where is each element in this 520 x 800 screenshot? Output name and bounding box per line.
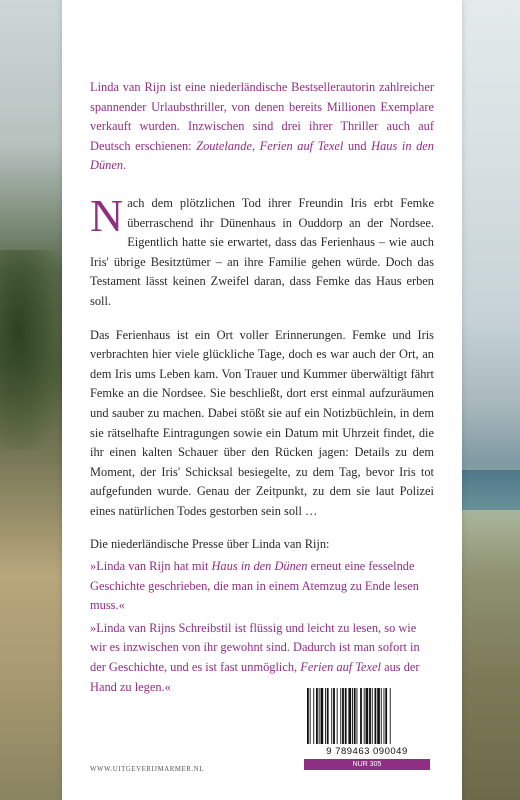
barcode-bar bbox=[325, 688, 326, 744]
author-intro bbox=[90, 78, 434, 176]
barcode-bar bbox=[345, 688, 347, 744]
quote-book-title: Ferien auf Texel bbox=[300, 660, 382, 675]
period: . bbox=[123, 158, 127, 173]
barcode-bar bbox=[307, 688, 309, 744]
quote-book-title: Haus in den Dünen bbox=[211, 559, 308, 574]
barcode-bar bbox=[375, 688, 377, 744]
barcode-bar bbox=[310, 688, 311, 744]
barcode-block bbox=[300, 686, 434, 770]
barcode-bar bbox=[337, 688, 338, 744]
barcode-bar bbox=[333, 688, 335, 744]
barcode-bar bbox=[327, 688, 329, 744]
barcode-bar bbox=[321, 688, 324, 744]
synopsis-paragraph-1 bbox=[90, 189, 434, 312]
back-cover-content bbox=[90, 78, 434, 697]
nur-code: NUR 305 bbox=[304, 759, 430, 770]
isbn-number: 9 789463 090049 bbox=[326, 746, 408, 757]
publisher-website: WWW.UITGEVERIJMARMER.NL bbox=[90, 766, 204, 773]
book-title-texel: Ferien auf Texel bbox=[259, 138, 344, 153]
barcode-bar bbox=[316, 688, 318, 744]
quote-text: »Linda van Rijn hat mit bbox=[90, 559, 212, 574]
barcode-bar bbox=[384, 688, 385, 744]
barcode-bar bbox=[381, 688, 382, 744]
barcode-graphic bbox=[304, 688, 430, 744]
barcode-bar bbox=[360, 688, 362, 744]
barcode-bar bbox=[313, 688, 314, 744]
back-cover-text-panel bbox=[62, 0, 462, 800]
author-intro-text: Linda van Rijn ist eine niederländische Bestsellerautorin zahlreicher spannender Urlaubsthriller, von denen bereits Millionen Exemplare verkauft wurden. Inzwischen sind drei ihrer Thriller auch auf Deutsch erschienen: bbox=[90, 80, 434, 153]
barcode-bar bbox=[352, 688, 353, 744]
barcode-bar bbox=[364, 688, 365, 744]
cover-photo-right-strip bbox=[462, 0, 520, 800]
barcode-bar bbox=[340, 688, 341, 744]
cover-photo-left-strip bbox=[0, 0, 62, 800]
book-title-zoutelande: Zoutelande bbox=[196, 138, 252, 153]
separator: , bbox=[251, 138, 260, 153]
press-heading: Die niederländische Presse über Linda van Rijn: bbox=[90, 537, 330, 552]
drop-cap: N bbox=[90, 189, 124, 241]
quote-text: »Linda van Rijns Schreibstil ist flüssig und leicht zu lesen, so wie wir es inzwischen von ihr gewohnt sind. Dadurch ist man sofort in der Geschichte, und es ist fast unmöglich, bbox=[90, 620, 420, 675]
book-title-duenen: Haus in den Dünen bbox=[90, 138, 434, 173]
barcode-bar bbox=[354, 688, 356, 744]
synopsis-text-1: ach dem plötzlichen Tod ihrer Freundin Iris erbt Femke überraschend ihr Dünenhaus in Ouddorp an der Nordsee. Eigentlich hatte sie erwartet, dass das Ferienhaus – wie auch Iris' übrige Besitztümer – an ihre Familie gehen würde. Doch das Testament lässt keinen Zweifel daran, dass Femke das Haus erben soll. bbox=[90, 195, 434, 308]
barcode-bar bbox=[390, 688, 391, 744]
barcode-bar bbox=[377, 688, 380, 744]
barcode-bar bbox=[319, 688, 320, 744]
barcode-bar bbox=[366, 688, 369, 744]
synopsis-paragraph-2: Das Ferienhaus ist ein Ort voller Erinnerungen. Femke und Iris verbrachten hier viele glückliche Tage, doch es war auch der Ort, an dem Iris ums Leben kam. Von Trauer und Kummer überwältigt fährt Femke an die Nordsee. Sie beschließt, dort erst einmal aufzuräumen und sauber zu machen. Dabei stößt sie auf ein Notizbüchlein, in dem sie rätselhafte Eintragungen sowie ein Datum mit Uhrzeit findet, die ihr einen kalten Schauer über den Rücken jagen: Details zu dem Moment, der Iris' Schicksal besiegelte, zu dem Tag, bevor Iris tot aufgefunden wurde. Genau der Zeitpunkt, zu dem sie laut Polizei eines natürlichen Todes gestorben sein soll … bbox=[90, 327, 434, 518]
separator: und bbox=[343, 138, 372, 153]
barcode-bar bbox=[348, 688, 351, 744]
barcode-bar bbox=[331, 688, 332, 744]
barcode-bar bbox=[342, 688, 344, 744]
press-quote-1 bbox=[90, 557, 434, 616]
barcode-bar bbox=[372, 688, 373, 744]
barcode-bar bbox=[369, 688, 371, 744]
barcode-bar bbox=[385, 688, 387, 744]
quote-text: erneut eine fesselnde Geschichte geschrieben, die man in einem Atemzug zu Ende lesen muss.« bbox=[90, 559, 419, 613]
barcode-bar bbox=[357, 688, 358, 744]
quote-text: aus der Hand zu legen.« bbox=[90, 660, 420, 694]
